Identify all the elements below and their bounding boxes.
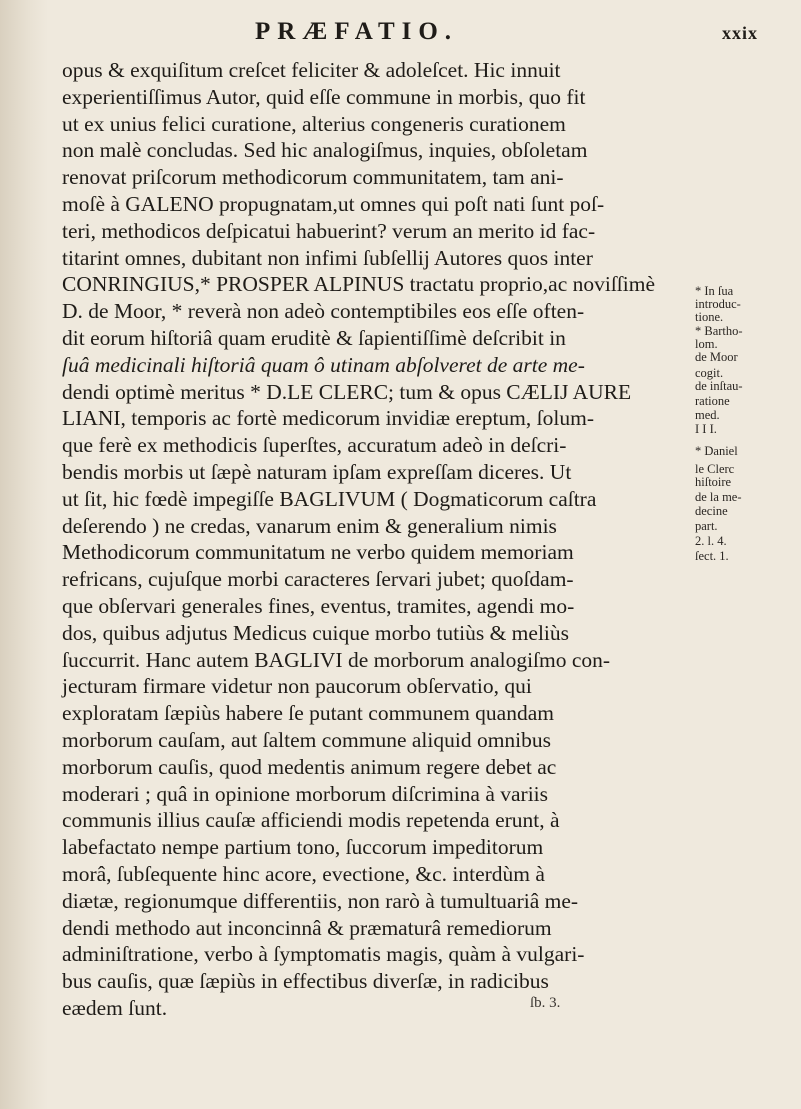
margin-note-line: med. — [695, 408, 720, 422]
running-title: PRÆFATIO. — [255, 18, 459, 45]
text-line-22: dos, quibus adjutus Medicus cuique morbo tutiùs & meliùs — [62, 620, 570, 645]
margin-note-line: ratione — [695, 394, 730, 408]
text-line-15: que ferè ex methodicis ſuperſtes, accuratum adeò in deſcri- — [62, 433, 567, 458]
text-line-12: ſuâ medicinali hiſtoriâ quam ô utinam abſolveret de arte me- — [62, 352, 585, 377]
text-line-8: titarint omnes, dubitant non infimi ſubſellij Autores quos inter — [62, 245, 593, 270]
margin-note-line: decine — [695, 504, 728, 518]
text-line-35: bus cauſis, quæ ſæpiùs in effectibus diverſæ, in radicibus — [62, 969, 549, 994]
text-line-33: dendi methodo aut inconcinnâ & præmaturâ remediorum — [62, 915, 552, 940]
page-number: xxix — [722, 23, 759, 43]
signature-mark: ſb. 3. — [530, 995, 561, 1011]
text-line-28: moderari ; quâ in opinione morborum diſcrimina à variis — [62, 781, 549, 806]
margin-note-line: tione. — [695, 310, 724, 324]
margin-note-line: * Daniel — [695, 444, 738, 458]
text-line-10: D. de Moor, * reverà non adeò contemptibiles eos eſſe often- — [62, 299, 585, 324]
text-line-16: bendis morbis ut ſæpè naturam ipſam expreſſam diceres. Ut — [62, 459, 572, 484]
text-line-29: communis illius cauſæ afficiendi modis repetenda erunt, à — [62, 808, 560, 833]
text-line-4: non malè concludas. Sed hic analogiſmus, inquies, obſoletam — [62, 138, 588, 163]
text-line-34: adminiſtratione, verbo à ſymptomatis magis, quàm à vulgari- — [62, 942, 585, 967]
text-line-30: labefactato nempe partium tono, ſuccorum impeditorum — [62, 835, 544, 860]
body-text — [62, 57, 698, 1022]
margin-note-line: * Bartho- — [695, 324, 743, 338]
text-line-27: morborum cauſis, quod medentis animum regere debet ac — [62, 754, 557, 779]
text-line-32: diætæ, regionumque differentiis, non rarò à tumultuariâ me- — [62, 888, 579, 913]
page-header — [0, 18, 801, 52]
margin-note-line: ſect. 1. — [695, 549, 729, 563]
margin-note-line: * In ſua — [695, 284, 734, 298]
margin-note-line: hiſtoire — [695, 475, 732, 489]
text-line-9: CONRINGIUS,* PROSPER ALPINUS tractatu proprio,ac noviſſimè — [62, 272, 656, 297]
margin-note-line: lom. — [695, 337, 718, 351]
text-line-5: renovat priſcorum methodicorum communitatem, tam ani- — [62, 165, 564, 190]
page-gutter-shadow — [0, 0, 48, 1109]
text-line-21: que obſervari generales fines, eventus, tramites, agendi mo- — [62, 593, 575, 618]
text-line-18: deſerendo ) ne credas, vanarum enim & generalium nimis — [62, 513, 557, 538]
margin-note-line: cogit. — [695, 366, 724, 380]
text-line-1: opus & exquiſitum creſcet feliciter & adoleſcet. Hic innuit — [62, 58, 561, 82]
margin-note-line: de la me- — [695, 490, 742, 504]
text-line-6: moſè à GALENO propugnatam,ut omnes qui poſt nati ſunt poſ- — [62, 191, 605, 216]
text-line-25: exploratam ſæpiùs habere ſe putant communem quandam — [62, 701, 554, 726]
text-line-7: teri, methodicos deſpicatui habuerint? verum an merito id fac- — [62, 218, 596, 243]
margin-note-line: introduc- — [695, 297, 741, 311]
text-line-11: dit eorum hiſtoriâ quam eruditè & ſapientiſſimè deſcribit in — [62, 325, 566, 350]
text-line-31: morâ, ſubſequente hinc acore, evectione, &c. interdùm à — [62, 861, 545, 886]
text-line-24: jecturam firmare videtur non paucorum obſervatio, qui — [62, 674, 532, 699]
text-line-14: LIANI, temporis ac fortè medicorum invidiæ ereptum, ſolum- — [62, 406, 594, 431]
text-line-2: experientiſſimus Autor, quid eſſe commune in morbis, quo fit — [62, 84, 586, 109]
text-line-36: eædem ſunt. — [62, 995, 168, 1020]
margin-note-line: 2. l. 4. — [695, 534, 727, 548]
text-line-23: ſuccurrit. Hanc autem BAGLIVI de morborum analogiſmo con- — [62, 647, 611, 672]
margin-note-line: part. — [695, 519, 718, 533]
margin-note-line: de inſtau- — [695, 379, 743, 393]
text-line-3: ut ex unius felici curatione, alterius congeneris curationem — [62, 111, 566, 136]
margin-note-line: I I I. — [695, 422, 717, 436]
text-line-26: morborum cauſam, aut ſaltem commune aliquid omnibus — [62, 727, 552, 752]
text-line-19: Methodicorum communitatum ne verbo quidem memoriam — [62, 540, 574, 565]
margin-note-line: de Moor — [695, 350, 738, 364]
text-line-20: refricans, cujuſque morbi caracteres ſervari jubet; quoſdam- — [62, 567, 574, 592]
text-line-13: dendi optimè meritus * D.LE CLERC; tum & opus CÆLIJ AURE — [62, 379, 632, 404]
margin-note-line: le Clerc — [695, 462, 735, 476]
text-line-17: ut ſit, hic fœdè impegiſſe BAGLIVUM ( Dogmaticorum caſtra — [62, 486, 597, 511]
